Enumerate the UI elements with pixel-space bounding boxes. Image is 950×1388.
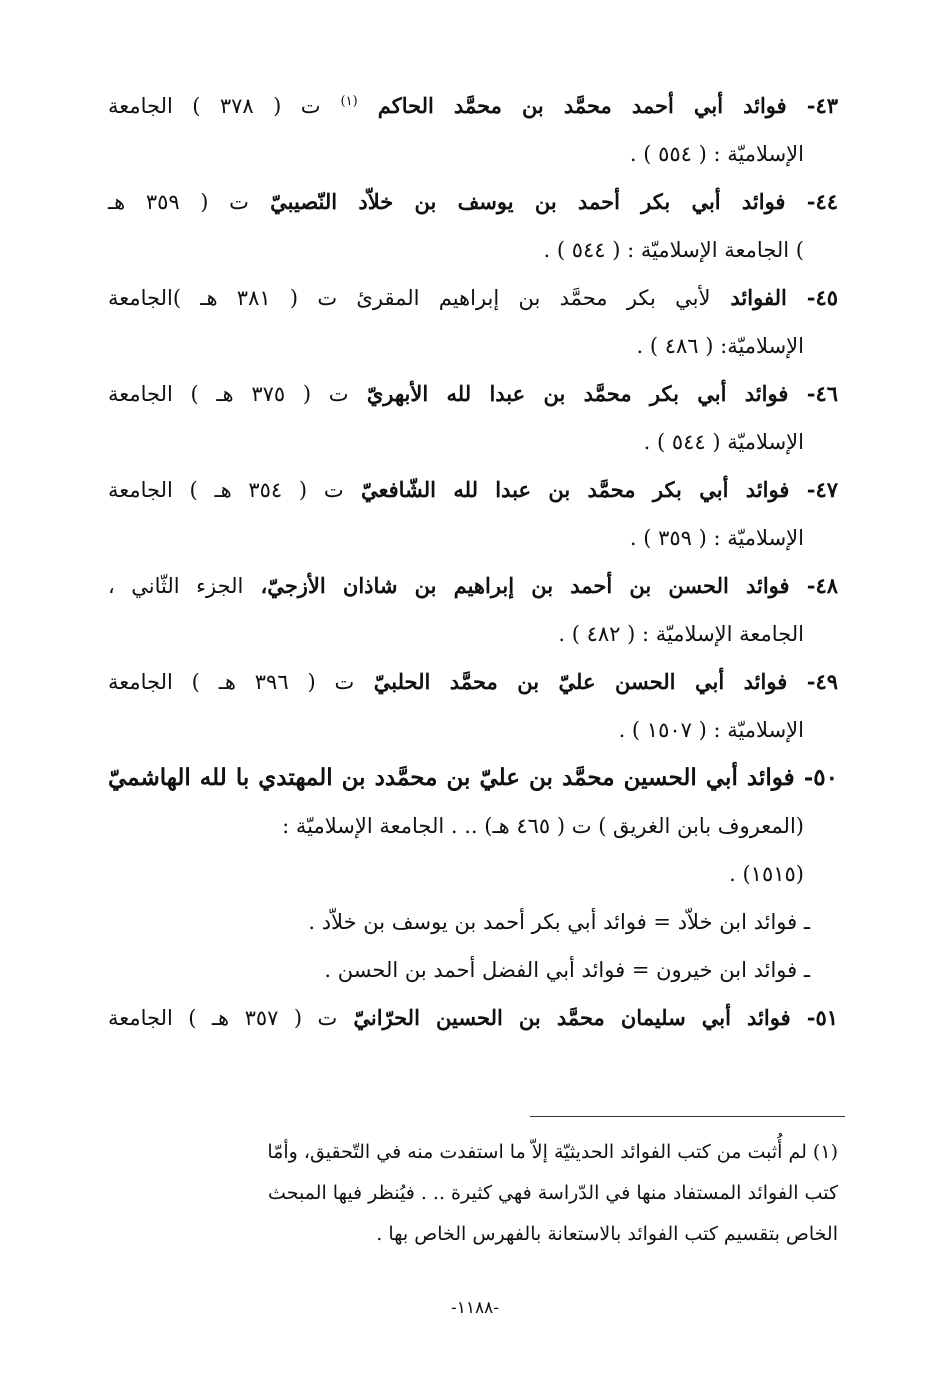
entry-number: ٤٧- xyxy=(806,477,838,502)
entry-details: ت ( ٣٥٩ هـ xyxy=(108,190,249,214)
bibliography-entry xyxy=(108,274,838,370)
entry-number: ٤٤- xyxy=(806,189,839,214)
entry-details: ت ( ٣٥٧ هـ ) الجامعة xyxy=(108,1006,338,1030)
footnote-line: الخاص بتقسيم كتب الفوائد بالاستعانة بالفهرس الخاص بها . xyxy=(376,1223,838,1245)
entry-number: ٤٦- xyxy=(806,381,838,406)
entry-continuation: الإسلاميّة ( ٥٤٤ ) . xyxy=(643,430,804,454)
entry-number: ٤٥- xyxy=(806,285,839,310)
bibliography-entry xyxy=(108,658,838,754)
entry-number: ٤٣- xyxy=(806,93,838,118)
entry-title: فوائد أبي سليمان محمَّد بن الحسين الحرّانيّ xyxy=(353,1005,791,1030)
entry-details: الجزء الثّاني ، xyxy=(108,574,244,598)
entry-title: فوائد أبي بكر محمَّد بن عبدا لله الشّافعيّ xyxy=(360,477,790,502)
footnote-line: كتب الفوائد المستفاد منها في الدّراسة فهي كثيرة .. . فيُنظر فيها المبحث xyxy=(268,1182,838,1204)
cross-reference: ـ فوائد ابن خيرون = فوائد أبي الفضل أحمد بن الحسن . xyxy=(324,958,810,982)
bibliography-entry xyxy=(108,78,838,178)
entry-number: ٥٠- xyxy=(803,764,838,791)
entry-first-line xyxy=(108,370,838,418)
entry-continuation: الإسلاميّة: ( ٤٨٦ ) . xyxy=(636,334,804,358)
entry-first-line xyxy=(108,78,838,130)
entry-first-line xyxy=(108,274,838,322)
entry-title: فوائد أبي بكر أحمد بن يوسف بن خلاّد النّصيبيّ xyxy=(270,189,786,214)
entry-details: ت ( ٣٧٥ هـ ) الجامعة xyxy=(108,382,349,406)
bibliography-list xyxy=(108,78,838,1042)
entry-continuation: الإسلاميّة : ( ٥٥٤ ) . xyxy=(629,142,804,166)
bibliography-entry xyxy=(108,370,838,466)
entry-number: ٤٩- xyxy=(806,669,838,694)
entry-continuation: الإسلاميّة : ( ٣٥٩ ) . xyxy=(629,526,804,550)
bibliography-entry xyxy=(108,178,838,274)
footnote-marker[interactable]: (١) xyxy=(340,94,358,109)
entry-first-line xyxy=(108,658,838,706)
page-number: -١١٨٨- xyxy=(450,1298,500,1318)
entry-continuation: (١٥١٥) . xyxy=(729,862,804,886)
bibliography-entry xyxy=(108,994,838,1042)
cross-reference: ـ فوائد ابن خلاّد = فوائد أبي بكر أحمد بن يوسف بن خلاّد . xyxy=(308,910,810,934)
entry-details: ت ( ٣٧٨ ) الجامعة xyxy=(108,94,321,118)
entry-title: الفوائد xyxy=(730,285,787,310)
entry-title: فوائد الحسن بن أحمد بن إبراهيم بن شاذان الأزجيّ، xyxy=(260,573,790,598)
entry-title: فوائد أبي الحسن عليّ بن محمَّد الحلبيّ xyxy=(373,669,788,694)
bibliography-entry xyxy=(108,562,838,658)
entry-title: فوائد أبي الحسين محمَّد بن عليّ بن محمَّدد بن المهتدي با لله الهاشميّ xyxy=(108,764,795,791)
entry-first-line xyxy=(108,466,838,514)
entry-continuation: ) الجامعة الإسلاميّة : ( ٥٤٤ ) . xyxy=(543,238,804,262)
entry-first-line xyxy=(108,994,838,1042)
entry-details: لأبي بكر محمَّد بن إبراهيم المقرئ ت ( ٣٨١ هـ )الجامعة xyxy=(108,286,711,310)
entry-title: فوائد أبي بكر محمَّد بن عبدا لله الأبهريّ xyxy=(366,381,789,406)
entry-continuation: الإسلاميّة : ( ١٥٠٧ ) . xyxy=(618,718,804,742)
footnote xyxy=(100,1132,838,1255)
entry-continuation: الجامعة الإسلاميّة : ( ٤٨٢ ) . xyxy=(558,622,804,646)
entry-first-line xyxy=(108,754,838,802)
entry-details: ت ( ٣٩٦ هـ ) الجامعة xyxy=(108,670,355,694)
entry-number: ٥١- xyxy=(806,1005,838,1030)
entry-first-line xyxy=(108,562,838,610)
entry-first-line xyxy=(108,178,838,226)
entry-continuation: (المعروف بابن الغريق ) ت ( ٤٦٥ هـ) .. . الجامعة الإسلاميّة : xyxy=(282,814,804,838)
entry-details: ت ( ٣٥٤ هـ ) الجامعة xyxy=(108,478,344,502)
entry-number: ٤٨- xyxy=(806,573,839,598)
footnote-separator xyxy=(530,1116,845,1117)
entry-title: فوائد أبي أحمد محمَّد بن محمَّد الحاكم xyxy=(377,93,787,118)
bibliography-entry xyxy=(108,466,838,562)
bibliography-entry xyxy=(108,754,838,898)
footnote-line: (١) لم أُثبت من كتب الفوائد الحديثيّة إلاّ ما استفدت منه في التّحقيق، وأمّا xyxy=(267,1141,838,1163)
